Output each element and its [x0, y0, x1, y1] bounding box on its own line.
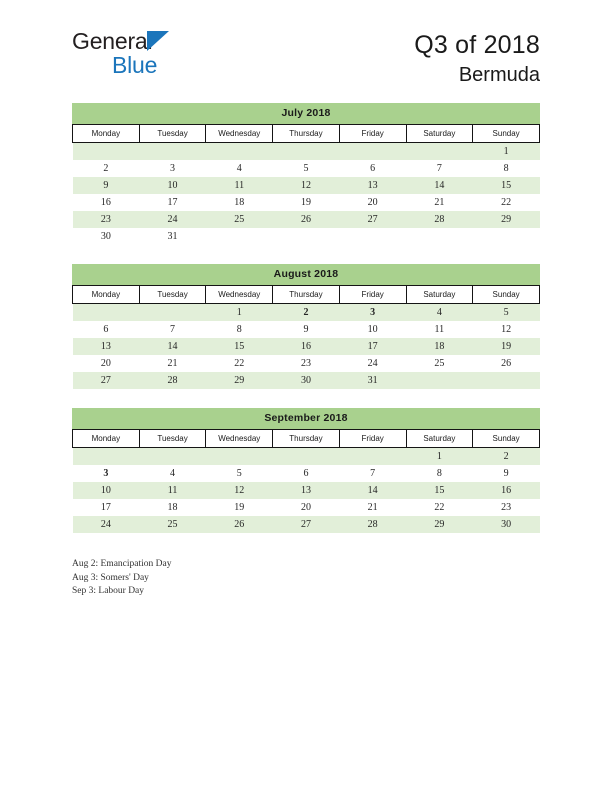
holiday-notes	[72, 558, 472, 599]
day-cell[interactable]: 29	[406, 516, 473, 533]
weekday-header-monday: Monday	[73, 430, 140, 448]
day-cell[interactable]: 13	[273, 482, 340, 499]
day-cell[interactable]: 5	[206, 465, 273, 482]
day-cell[interactable]: 2	[473, 448, 540, 466]
day-cell[interactable]: 15	[473, 177, 540, 194]
month-block	[72, 103, 540, 245]
day-cell[interactable]: 7	[139, 321, 206, 338]
week-row	[73, 321, 540, 338]
day-cell-empty	[139, 304, 206, 322]
day-cell[interactable]: 7	[406, 160, 473, 177]
month-block	[72, 264, 540, 389]
week-row	[73, 355, 540, 372]
weekday-header-sunday: Sunday	[473, 430, 540, 448]
day-cell[interactable]: 30	[73, 228, 140, 245]
logo-text-general: General	[72, 28, 153, 54]
day-cell[interactable]: 8	[473, 160, 540, 177]
day-cell[interactable]: 9	[473, 465, 540, 482]
day-cell[interactable]: 18	[406, 338, 473, 355]
day-cell[interactable]: 14	[339, 482, 406, 499]
day-cell[interactable]: 30	[273, 372, 340, 389]
day-cell-empty	[339, 448, 406, 466]
day-cell-empty	[406, 143, 473, 161]
holiday-note-item: Aug 3: Somers' Day	[72, 572, 149, 583]
day-cell-empty	[73, 304, 140, 322]
week-row	[73, 338, 540, 355]
day-cell[interactable]: 20	[273, 499, 340, 516]
week-row	[73, 516, 540, 533]
day-cell[interactable]: 28	[139, 372, 206, 389]
day-cell[interactable]: 1	[406, 448, 473, 466]
day-cell-empty	[273, 448, 340, 466]
day-cell[interactable]: 21	[339, 499, 406, 516]
weekday-header-friday: Friday	[339, 430, 406, 448]
day-cell[interactable]: 14	[139, 338, 206, 355]
weekday-header-wednesday: Wednesday	[206, 125, 273, 143]
day-cell[interactable]: 6	[273, 465, 340, 482]
blue-triangle-icon	[147, 31, 169, 51]
weekday-header-tuesday: Tuesday	[139, 286, 206, 304]
day-cell[interactable]: 17	[339, 338, 406, 355]
weekday-header-row	[73, 286, 540, 304]
weekday-header-tuesday: Tuesday	[139, 125, 206, 143]
weekday-header-monday: Monday	[73, 125, 140, 143]
day-cell[interactable]: 31	[139, 228, 206, 245]
day-cell[interactable]: 29	[473, 211, 540, 228]
weekday-header-saturday: Saturday	[406, 286, 473, 304]
day-cell[interactable]: 4	[206, 160, 273, 177]
day-cell[interactable]: 4	[406, 304, 473, 322]
holiday-note-item: Sep 3: Labour Day	[72, 586, 145, 596]
day-cell[interactable]: 1	[473, 143, 540, 161]
title-block	[414, 30, 540, 88]
month-block	[72, 408, 540, 533]
day-cell[interactable]: 30	[473, 516, 540, 533]
week-row	[73, 482, 540, 499]
day-cell-empty	[473, 372, 540, 389]
week-row	[73, 211, 540, 228]
general-blue-logo[interactable]	[72, 28, 272, 84]
day-cell[interactable]: 16	[73, 194, 140, 211]
day-cell-empty	[206, 448, 273, 466]
day-cell[interactable]: 7	[339, 465, 406, 482]
day-cell[interactable]: 25	[139, 516, 206, 533]
calendar-table	[72, 285, 540, 389]
week-row	[73, 177, 540, 194]
day-cell[interactable]: 22	[473, 194, 540, 211]
day-cell[interactable]: 25	[406, 355, 473, 372]
day-cell[interactable]: 24	[139, 211, 206, 228]
day-cell[interactable]: 11	[206, 177, 273, 194]
weekday-header-wednesday: Wednesday	[206, 430, 273, 448]
day-cell[interactable]: 22	[406, 499, 473, 516]
day-cell-empty	[206, 228, 273, 245]
day-cell[interactable]: 19	[273, 194, 340, 211]
page-header	[0, 0, 612, 100]
day-cell[interactable]: 27	[273, 516, 340, 533]
weekday-header-saturday: Saturday	[406, 125, 473, 143]
day-cell[interactable]: 8	[206, 321, 273, 338]
day-cell[interactable]: 31	[339, 372, 406, 389]
day-cell[interactable]: 25	[206, 211, 273, 228]
weekday-header-thursday: Thursday	[273, 430, 340, 448]
day-cell-empty	[73, 448, 140, 466]
weekday-header-row	[73, 430, 540, 448]
day-cell[interactable]: 24	[339, 355, 406, 372]
country-subtitle: Bermuda	[458, 64, 540, 86]
day-cell[interactable]: 1	[206, 304, 273, 322]
day-cell-empty	[139, 143, 206, 161]
day-cell[interactable]: 20	[73, 355, 140, 372]
day-cell[interactable]: 11	[139, 482, 206, 499]
day-cell[interactable]: 23	[473, 499, 540, 516]
day-cell[interactable]: 13	[73, 338, 140, 355]
day-cell[interactable]: 23	[73, 211, 140, 228]
weekday-header-thursday: Thursday	[273, 286, 340, 304]
day-cell-empty	[139, 448, 206, 466]
weekday-header-saturday: Saturday	[406, 430, 473, 448]
day-cell[interactable]: 8	[406, 465, 473, 482]
day-cell[interactable]: 15	[406, 482, 473, 499]
day-cell[interactable]: 11	[406, 321, 473, 338]
day-cell-empty	[339, 228, 406, 245]
day-cell[interactable]: 9	[73, 177, 140, 194]
day-cell[interactable]: 9	[273, 321, 340, 338]
day-cell[interactable]: 26	[206, 516, 273, 533]
month-title: July 2018	[72, 103, 540, 124]
day-cell[interactable]: 19	[206, 499, 273, 516]
logo-text-blue: Blue	[112, 52, 158, 78]
week-row	[73, 499, 540, 516]
month-title: September 2018	[72, 408, 540, 429]
day-cell[interactable]: 26	[473, 355, 540, 372]
week-row	[73, 448, 540, 466]
day-cell[interactable]: 24	[73, 516, 140, 533]
weekday-header-tuesday: Tuesday	[139, 430, 206, 448]
day-cell[interactable]: 16	[273, 338, 340, 355]
day-cell[interactable]: 6	[339, 160, 406, 177]
day-cell[interactable]: 12	[206, 482, 273, 499]
day-cell[interactable]: 6	[73, 321, 140, 338]
day-cell-empty	[339, 143, 406, 161]
months-container	[72, 103, 540, 552]
day-cell[interactable]: 10	[139, 177, 206, 194]
calendar-table	[72, 124, 540, 245]
week-row	[73, 304, 540, 322]
day-cell[interactable]: 28	[406, 211, 473, 228]
day-cell-holiday[interactable]: 3	[73, 465, 140, 482]
day-cell-empty	[406, 372, 473, 389]
weekday-header-sunday: Sunday	[473, 125, 540, 143]
weekday-header-sunday: Sunday	[473, 286, 540, 304]
weekday-header-friday: Friday	[339, 286, 406, 304]
page-title: Q3 of 2018	[414, 31, 540, 59]
day-cell-holiday[interactable]: 3	[339, 304, 406, 322]
week-row	[73, 143, 540, 161]
week-row	[73, 160, 540, 177]
day-cell-empty	[273, 228, 340, 245]
day-cell[interactable]: 15	[206, 338, 273, 355]
day-cell[interactable]: 23	[273, 355, 340, 372]
month-title: August 2018	[72, 264, 540, 285]
day-cell[interactable]: 26	[273, 211, 340, 228]
day-cell[interactable]: 27	[73, 372, 140, 389]
weekday-header-thursday: Thursday	[273, 125, 340, 143]
day-cell-empty	[206, 143, 273, 161]
week-row	[73, 465, 540, 482]
day-cell[interactable]: 12	[473, 321, 540, 338]
day-cell[interactable]: 12	[273, 177, 340, 194]
day-cell[interactable]: 5	[273, 160, 340, 177]
weekday-header-friday: Friday	[339, 125, 406, 143]
weekday-header-wednesday: Wednesday	[206, 286, 273, 304]
day-cell[interactable]: 28	[339, 516, 406, 533]
day-cell[interactable]: 27	[339, 211, 406, 228]
weekday-header-monday: Monday	[73, 286, 140, 304]
holiday-note-item: Aug 2: Emancipation Day	[72, 559, 172, 569]
day-cell[interactable]: 14	[406, 177, 473, 194]
day-cell[interactable]: 29	[206, 372, 273, 389]
day-cell-empty	[473, 228, 540, 245]
day-cell-empty	[273, 143, 340, 161]
day-cell-empty	[406, 228, 473, 245]
calendar-table	[72, 429, 540, 533]
day-cell[interactable]: 10	[73, 482, 140, 499]
day-cell[interactable]: 17	[139, 194, 206, 211]
day-cell[interactable]: 17	[73, 499, 140, 516]
day-cell[interactable]: 2	[73, 160, 140, 177]
day-cell[interactable]: 21	[406, 194, 473, 211]
day-cell[interactable]: 4	[139, 465, 206, 482]
day-cell[interactable]: 19	[473, 338, 540, 355]
day-cell[interactable]: 21	[139, 355, 206, 372]
day-cell-empty	[73, 143, 140, 161]
week-row	[73, 228, 540, 245]
day-cell[interactable]: 18	[139, 499, 206, 516]
day-cell-holiday[interactable]: 2	[273, 304, 340, 322]
day-cell[interactable]: 22	[206, 355, 273, 372]
week-row	[73, 372, 540, 389]
weekday-header-row	[73, 125, 540, 143]
week-row	[73, 194, 540, 211]
day-cell[interactable]: 18	[206, 194, 273, 211]
day-cell[interactable]: 10	[339, 321, 406, 338]
day-cell[interactable]: 13	[339, 177, 406, 194]
day-cell[interactable]: 20	[339, 194, 406, 211]
day-cell[interactable]: 3	[139, 160, 206, 177]
day-cell[interactable]: 5	[473, 304, 540, 322]
day-cell[interactable]: 16	[473, 482, 540, 499]
